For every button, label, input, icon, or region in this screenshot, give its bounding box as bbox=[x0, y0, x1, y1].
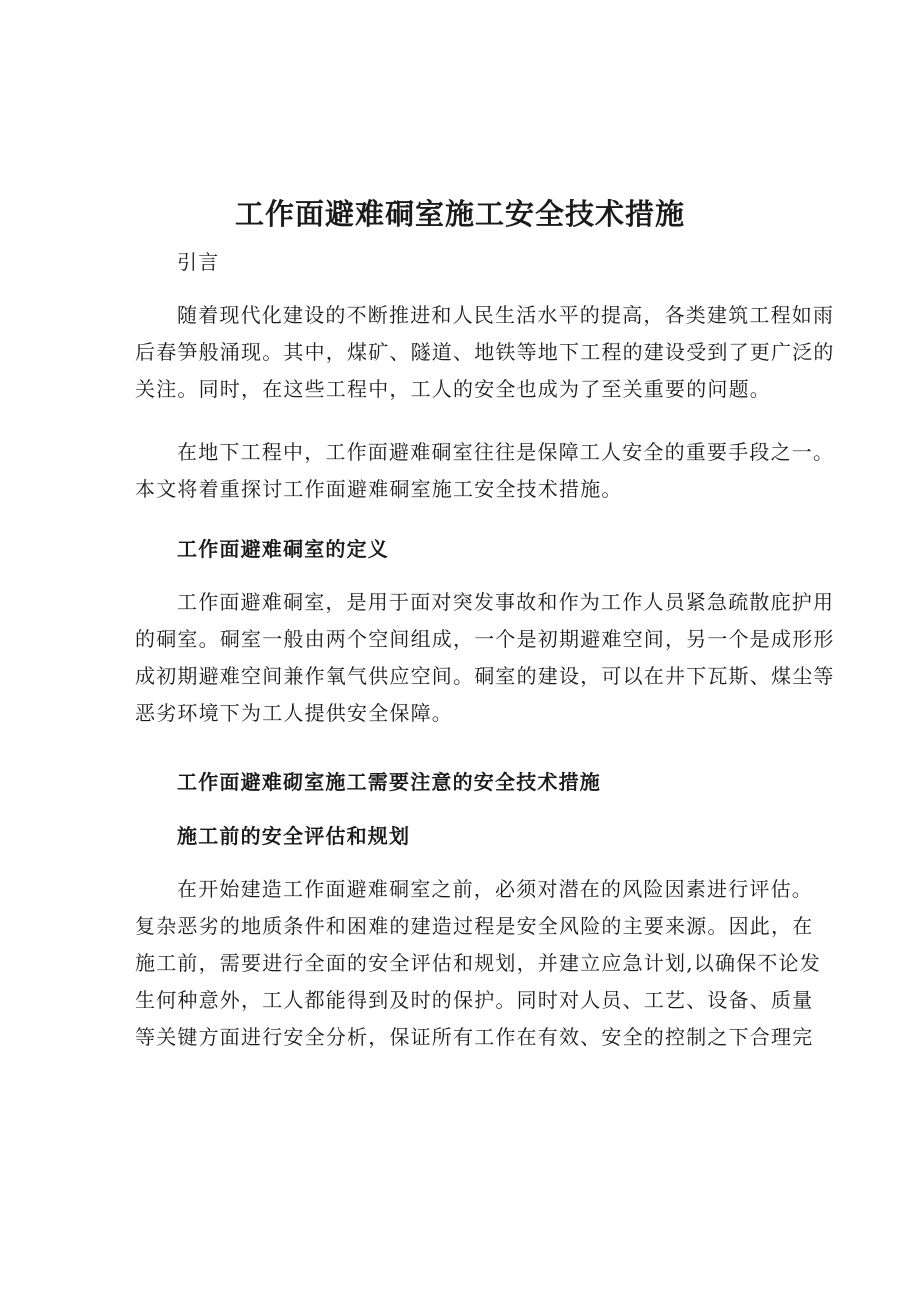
paragraph-line: 工作面避难硐室，是用于面对突发事故和作为工作人员紧急疏散庇护用 bbox=[177, 590, 835, 614]
subsection-heading-assessment bbox=[135, 818, 815, 855]
section-heading-definition bbox=[135, 531, 815, 568]
paragraph-line: 后春笋般涌现。其中，煤矿、隧道、地铁等地下工程的建设受到了更广泛的 bbox=[135, 340, 835, 364]
subsection-heading-text: 施工前的安全评估和规划 bbox=[177, 824, 411, 848]
paragraph-line: 的硐室。硐室一般由两个空间组成，一个是初期避难空间，另一个是成形形 bbox=[135, 627, 835, 651]
section-heading-text: 工作面避难砌室施工需要注意的安全技术措施 bbox=[177, 770, 601, 794]
paragraph-2 bbox=[135, 434, 835, 508]
paragraph-line: 恶劣环境下为工人提供安全保障。 bbox=[135, 701, 453, 725]
paragraph-line: 随着现代化建设的不断推进和人民生活水平的提高，各类建筑工程如雨 bbox=[177, 303, 835, 327]
paragraph-line: 关注。同时，在这些工程中，工人的安全也成为了至关重要的问题。 bbox=[135, 377, 771, 401]
document-title: 工作面避难硐室施工安全技术措施 bbox=[234, 197, 685, 231]
paragraph-line: 成初期避难空间兼作氧气供应空间。硐室的建设，可以在井下瓦斯、煤尘等 bbox=[135, 664, 835, 688]
paragraph-line: 复杂恶劣的地质条件和困难的建造过程是安全风险的主要来源。因此，在 bbox=[135, 914, 814, 938]
paragraph-line: 在开始建造工作面避难硐室之前，必须对潜在的风险因素进行评估。 bbox=[177, 877, 813, 901]
paragraph-line: 在地下工程中，工作面避难硐室往往是保障工人安全的重要手段之一。 bbox=[177, 440, 835, 464]
paragraph-line: 等关键方面进行安全分析，保证所有工作在有效、安全的控制之下合理完 bbox=[135, 1025, 814, 1049]
intro-label bbox=[135, 244, 815, 281]
paragraph-3 bbox=[135, 584, 835, 732]
paragraph-line: 生何种意外，工人都能得到及时的保护。同时对人员、工艺、设备、质量 bbox=[135, 988, 814, 1012]
paragraph-line: 施工前，需要进行全面的安全评估和规划，并建立应急计划,以确保不论发 bbox=[135, 951, 821, 975]
paragraph-line: 本文将着重探讨工作面避难硐室施工安全技术措施。 bbox=[135, 477, 623, 501]
paragraph-1 bbox=[135, 297, 835, 408]
intro-label-text: 引言 bbox=[177, 250, 220, 274]
section-heading-measures bbox=[135, 764, 815, 801]
paragraph-4 bbox=[135, 871, 821, 1056]
section-heading-text: 工作面避难硐室的定义 bbox=[177, 537, 389, 561]
